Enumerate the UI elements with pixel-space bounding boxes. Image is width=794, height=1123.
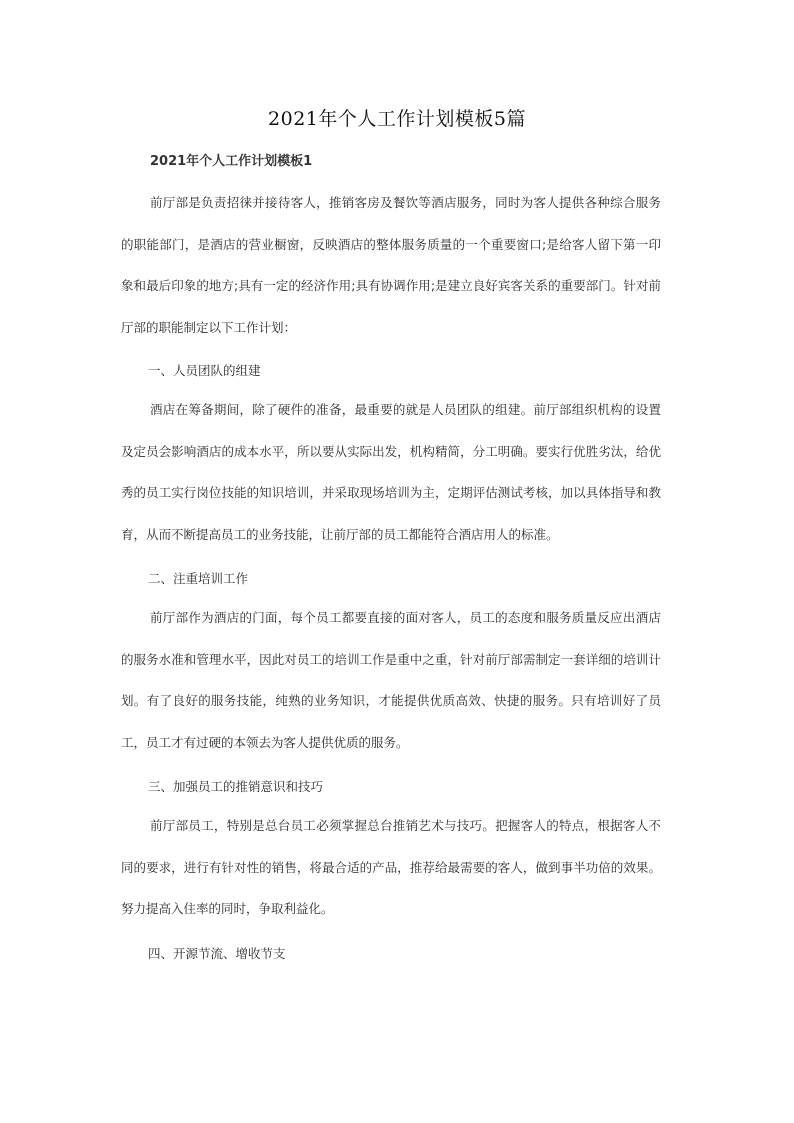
section-body-2: 前厅部作为酒店的门面，每个员工都要直接的面对客人，员工的态度和服务质量反应出酒店的服务水准和管理水平，因此对员工的培训工作是重中之重，针对前厅部需制定一套详细的培训计划。有了良好的服务技能，纯熟的业务知识，才能提供优质高效、快捷的服务。只有培训好了员工，员工才有过硬的本领去为客人提供优质的服务。 bbox=[121, 610, 661, 750]
section-body-1: 酒店在筹备期间，除了硬件的准备，最重要的就是人员团队的组建。前厅部组织机构的设置及定员会影响酒店的成本水平，所以要从实际出发，机构精简，分工明确。要实行优胜劣汰，给优秀的员工实行岗位技能的知识培训，并采取现场培训为主，定期评估测试考核，加以具体指导和教育，从而不断提高员工的业务技能，让前厅部的员工都能符合酒店用人的标准。 bbox=[121, 402, 661, 542]
section-heading-3: 三、加强员工的推销意识和技巧 bbox=[148, 779, 324, 794]
document-title: 2021年个人工作计划模板5篇 bbox=[268, 108, 526, 130]
section-body-3: 前厅部员工，特别是总台员工必须掌握总台推销艺术与技巧。把握客人的特点，根据客人不同的要求，进行有针对性的销售，将最合适的产品，推荐给最需要的客人，做到事半功倍的效果。努力提高入住率的同时，争取利益化。 bbox=[121, 818, 661, 916]
section-heading-2: 二、注重培训工作 bbox=[148, 571, 249, 586]
intro-paragraph: 前厅部是负责招徕并接待客人，推销客房及餐饮等酒店服务，同时为客人提供各种综合服务的职能部门，是酒店的营业橱窗，反映酒店的整体服务质量的一个重要窗口;是给客人留下第一印象和最后印象的地方;具有一定的经济作用;具有协调作用;是建立良好宾客关系的重要部门。针对前厅部的职能制定以下工作计划： bbox=[121, 195, 661, 335]
section-heading-4: 四、开源节流、增收节支 bbox=[148, 946, 286, 961]
section-heading-1: 一、人员团队的组建 bbox=[148, 363, 261, 378]
document-subtitle: 2021年个人工作计划模板1 bbox=[150, 154, 313, 169]
